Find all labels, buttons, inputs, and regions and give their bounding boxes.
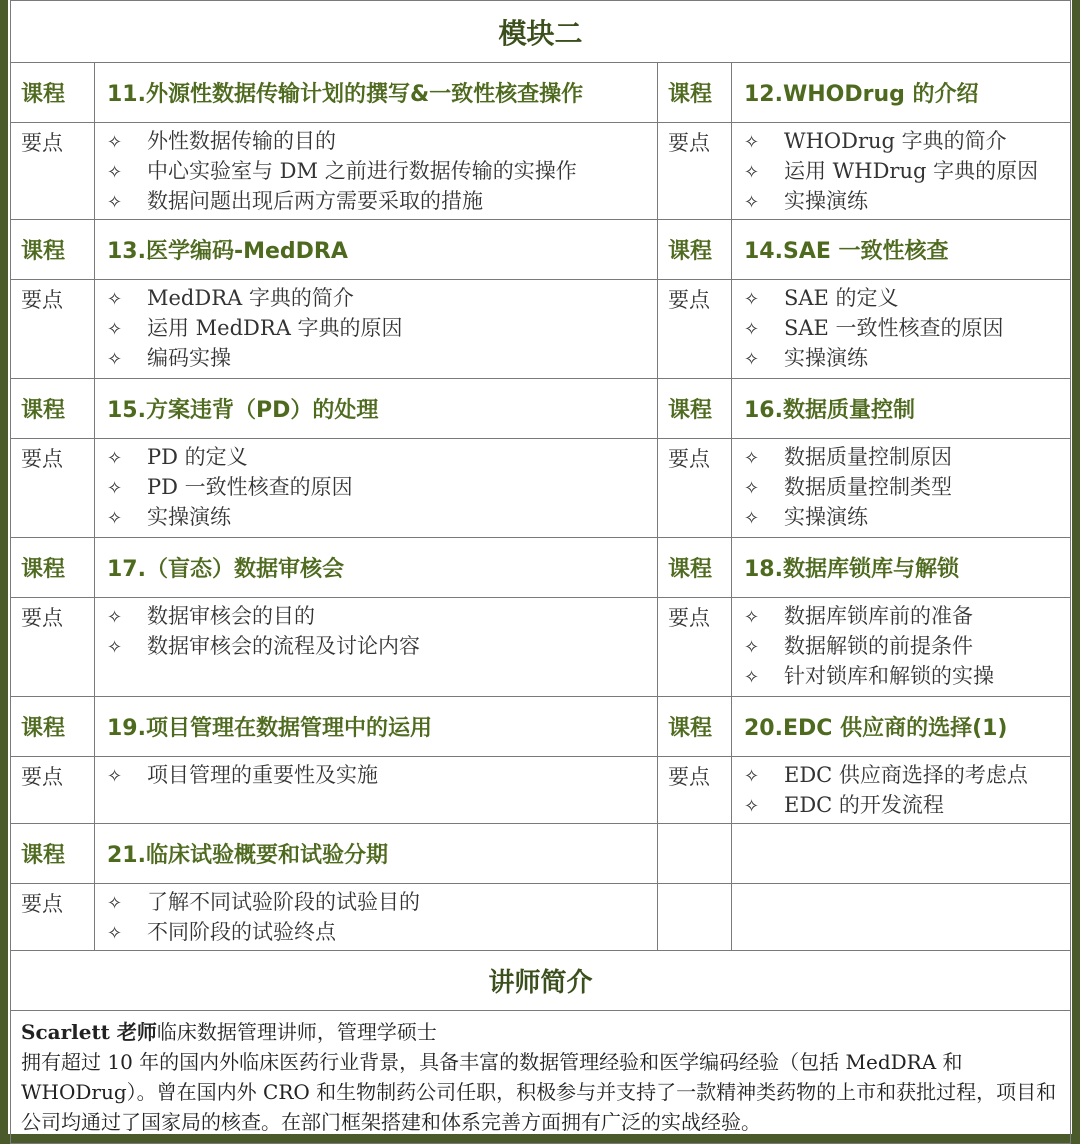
course-title: 11.外源性数据传输计划的撰写&一致性核查操作	[95, 63, 658, 123]
point-text: 编码实操	[147, 346, 231, 370]
list-item	[732, 283, 1070, 313]
list-item	[732, 156, 1070, 186]
diamond-bullet-icon: ✧	[107, 766, 123, 787]
point-text: SAE 一致性核查的原因	[784, 316, 1004, 340]
points-label: 要点	[658, 439, 732, 538]
course-label: 课程	[11, 824, 95, 884]
point-text: 实操演练	[784, 346, 868, 370]
list-item	[732, 343, 1070, 373]
list-item	[732, 790, 1070, 820]
point-text: 外性数据传输的目的	[147, 129, 336, 153]
diamond-bullet-icon: ✧	[744, 192, 760, 213]
points-label: 要点	[11, 598, 95, 697]
diamond-bullet-icon: ✧	[744, 607, 760, 628]
points-list	[732, 757, 1071, 824]
list-item	[95, 186, 657, 216]
list-item	[732, 631, 1070, 661]
points-list	[732, 280, 1071, 379]
diamond-bullet-icon: ✧	[107, 162, 123, 183]
diamond-bullet-icon: ✧	[107, 192, 123, 213]
point-text: 数据质量控制类型	[784, 475, 952, 499]
list-item	[732, 661, 1070, 691]
instructor-heading: 讲师简介	[11, 951, 1071, 1011]
point-text: 数据问题出现后两方需要采取的措施	[147, 189, 483, 213]
list-item	[95, 442, 657, 472]
points-label: 要点	[11, 757, 95, 824]
diamond-bullet-icon: ✧	[107, 508, 123, 529]
list-item	[732, 313, 1070, 343]
diamond-bullet-icon: ✧	[107, 637, 123, 658]
diamond-bullet-icon: ✧	[744, 478, 760, 499]
instructor-bio	[11, 1011, 1071, 1144]
point-text: 运用 MedDRA 字典的原因	[147, 316, 403, 340]
course-title: 15.方案违背（PD）的处理	[95, 379, 658, 439]
diamond-bullet-icon: ✧	[107, 607, 123, 628]
diamond-bullet-icon: ✧	[744, 448, 760, 469]
points-label: 要点	[658, 598, 732, 697]
diamond-bullet-icon: ✧	[744, 132, 760, 153]
point-text: 运用 WHDrug 字典的原因	[784, 159, 1039, 183]
points-label: 要点	[658, 123, 732, 220]
course-title: 12.WHODrug 的介绍	[732, 63, 1071, 123]
course-title: 18.数据库锁库与解锁	[732, 538, 1071, 598]
diamond-bullet-icon: ✧	[107, 923, 123, 944]
course-title: 13.医学编码-MedDRA	[95, 220, 658, 280]
list-item	[95, 343, 657, 373]
list-item	[95, 156, 657, 186]
course-title: 19.项目管理在数据管理中的运用	[95, 697, 658, 757]
diamond-bullet-icon: ✧	[744, 162, 760, 183]
empty-cell	[732, 884, 1071, 951]
point-text: 实操演练	[147, 505, 231, 529]
instructor-title: 临床数据管理讲师，管理学硕士	[156, 1020, 437, 1044]
points-list	[732, 439, 1071, 538]
points-list	[95, 884, 658, 951]
points-label: 要点	[11, 439, 95, 538]
point-text: SAE 的定义	[784, 286, 899, 310]
course-points-row	[11, 598, 1071, 697]
instructor-name: Scarlett 老师	[21, 1020, 157, 1044]
points-list	[95, 439, 658, 538]
points-list	[732, 123, 1071, 220]
list-item	[732, 601, 1070, 631]
course-table	[10, 0, 1071, 1144]
point-text: 项目管理的重要性及实施	[147, 763, 378, 787]
course-points-row	[11, 123, 1071, 220]
list-item	[95, 631, 657, 661]
points-label: 要点	[658, 757, 732, 824]
course-header-row	[11, 697, 1071, 757]
point-text: 针对锁库和解锁的实操	[784, 664, 994, 688]
list-item	[95, 313, 657, 343]
course-points-row	[11, 280, 1071, 379]
list-item	[95, 502, 657, 532]
point-text: EDC 供应商选择的考虑点	[784, 763, 1028, 787]
course-header-row	[11, 379, 1071, 439]
course-label: 课程	[658, 63, 732, 123]
module-document	[8, 0, 1072, 1134]
list-item	[95, 760, 657, 790]
empty-cell	[658, 824, 732, 884]
course-label: 课程	[658, 220, 732, 280]
course-label: 课程	[11, 697, 95, 757]
diamond-bullet-icon: ✧	[744, 508, 760, 529]
course-title: 16.数据质量控制	[732, 379, 1071, 439]
list-item	[95, 126, 657, 156]
diamond-bullet-icon: ✧	[107, 319, 123, 340]
diamond-bullet-icon: ✧	[744, 637, 760, 658]
diamond-bullet-icon: ✧	[107, 448, 123, 469]
course-header-row	[11, 63, 1071, 123]
list-item	[732, 442, 1070, 472]
diamond-bullet-icon: ✧	[107, 132, 123, 153]
diamond-bullet-icon: ✧	[744, 289, 760, 310]
course-points-row	[11, 757, 1071, 824]
points-list	[95, 280, 658, 379]
course-header-row	[11, 538, 1071, 598]
diamond-bullet-icon: ✧	[107, 478, 123, 499]
diamond-bullet-icon: ✧	[744, 667, 760, 688]
point-text: 不同阶段的试验终点	[147, 920, 336, 944]
point-text: 了解不同试验阶段的试验目的	[147, 890, 420, 914]
empty-cell	[732, 824, 1071, 884]
list-item	[95, 601, 657, 631]
course-label: 课程	[11, 220, 95, 280]
points-label: 要点	[11, 280, 95, 379]
diamond-bullet-icon: ✧	[107, 349, 123, 370]
list-item	[732, 186, 1070, 216]
list-item	[95, 283, 657, 313]
diamond-bullet-icon: ✧	[107, 893, 123, 914]
diamond-bullet-icon: ✧	[744, 349, 760, 370]
course-points-row	[11, 439, 1071, 538]
point-text: 中心实验室与 DM 之前进行数据传输的实操作	[147, 159, 577, 183]
point-text: 数据库锁库前的准备	[784, 604, 973, 628]
course-label: 课程	[11, 379, 95, 439]
point-text: 数据审核会的目的	[147, 604, 315, 628]
course-title: 14.SAE 一致性核查	[732, 220, 1071, 280]
diamond-bullet-icon: ✧	[744, 319, 760, 340]
course-title: 21.临床试验概要和试验分期	[95, 824, 658, 884]
course-label: 课程	[658, 697, 732, 757]
course-label: 课程	[658, 379, 732, 439]
points-list	[95, 757, 658, 824]
list-item	[95, 887, 657, 917]
module-title: 模块二	[11, 1, 1071, 63]
point-text: 数据解锁的前提条件	[784, 634, 973, 658]
point-text: 数据审核会的流程及讨论内容	[147, 634, 420, 658]
list-item	[732, 126, 1070, 156]
point-text: 实操演练	[784, 505, 868, 529]
list-item	[732, 502, 1070, 532]
instructor-paragraph: 拥有超过 10 年的国内外临床医药行业背景，具备丰富的数据管理经验和医学编码经验（包括 MedDRA 和 WHODrug）。曾在国内外 CRO 和生物制药公司任职，积极参与并支持了一款精神类药物的上市和获批过程，项目和公司均通过了国家局的核查。在部门框架搭建和体系完善方面拥有广泛的实战经验。	[21, 1050, 1057, 1134]
course-header-row	[11, 824, 1071, 884]
points-list	[95, 123, 658, 220]
list-item	[95, 917, 657, 947]
list-item	[732, 760, 1070, 790]
point-text: EDC 的开发流程	[784, 793, 944, 817]
course-header-row	[11, 220, 1071, 280]
course-label: 课程	[658, 538, 732, 598]
course-title: 17.（盲态）数据审核会	[95, 538, 658, 598]
point-text: PD 的定义	[147, 445, 248, 469]
point-text: WHODrug 字典的简介	[784, 129, 1007, 153]
points-label: 要点	[11, 884, 95, 951]
diamond-bullet-icon: ✧	[107, 289, 123, 310]
points-label: 要点	[11, 123, 95, 220]
course-points-row	[11, 884, 1071, 951]
diamond-bullet-icon: ✧	[744, 796, 760, 817]
point-text: 数据质量控制原因	[784, 445, 952, 469]
points-list	[95, 598, 658, 697]
list-item	[95, 472, 657, 502]
course-label: 课程	[11, 63, 95, 123]
diamond-bullet-icon: ✧	[744, 766, 760, 787]
course-label: 课程	[11, 538, 95, 598]
point-text: MedDRA 字典的简介	[147, 286, 354, 310]
points-list	[732, 598, 1071, 697]
point-text: PD 一致性核查的原因	[147, 475, 353, 499]
list-item	[732, 472, 1070, 502]
point-text: 实操演练	[784, 189, 868, 213]
course-title: 20.EDC 供应商的选择(1)	[732, 697, 1071, 757]
points-label: 要点	[658, 280, 732, 379]
empty-cell	[658, 884, 732, 951]
